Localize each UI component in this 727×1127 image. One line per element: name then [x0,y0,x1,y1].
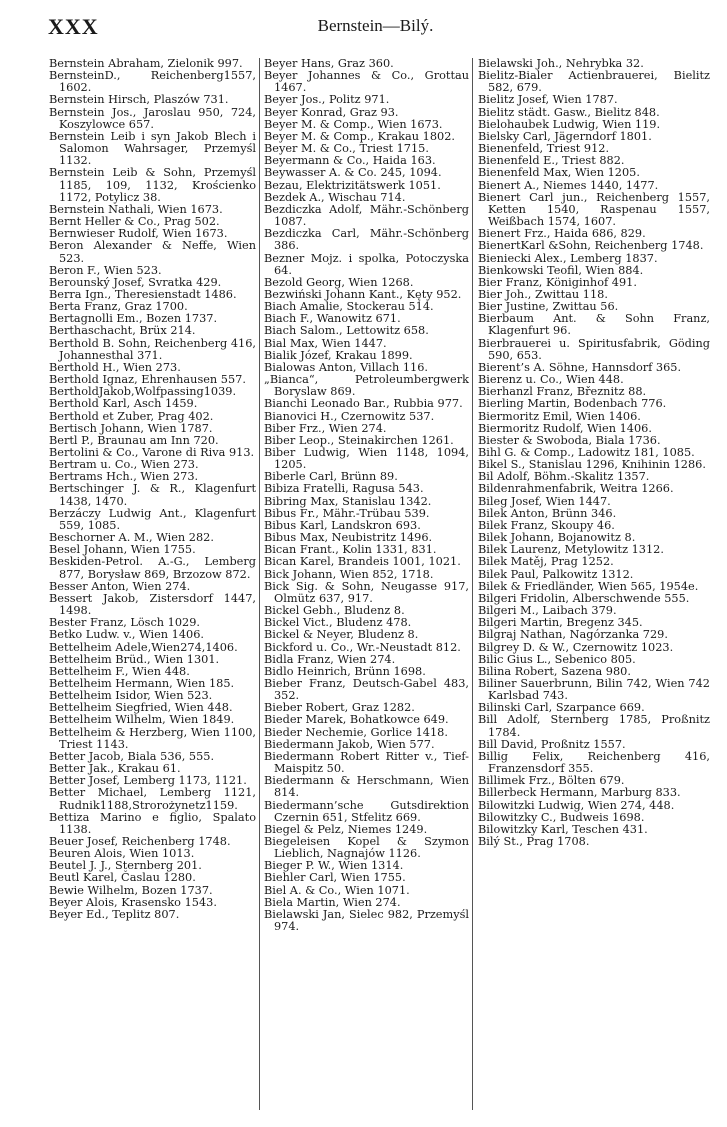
directory-entry: Bick Sig. & Sohn, Neugasse 917, Olmütz 637, 917. [264,579,469,605]
directory-entry: Bibus Max, Neubistritz 1496. [264,531,433,545]
column-divider [472,58,473,1110]
directory-entry: Bertisch Johann, Wien 1787. [49,421,213,435]
directory-entry: Bienenfeld Max, Wien 1205. [478,166,640,180]
directory-entry: Bidlo Heinrich, Brünn 1698. [264,664,426,678]
directory-entry: Bielohaubek Ludwig, Wien 119. [478,117,661,131]
directory-entry: Bielsky Carl, Jägerndorf 1801. [478,129,652,143]
directory-entry: Biliner Sauerbrunn, Bilin 742, Wien 742 Karlsbad 743. [478,676,710,703]
directory-entry: Bienert Carl jun., Reichenberg 1557, Ketten 1540, Raspenau 1557, Weißbach 1574, 1607. [478,190,710,229]
directory-entry: Biach Salom., Lettowitz 658. [264,324,429,338]
directory-entry: Bertagnolli Em., Bozen 1737. [49,312,218,326]
directory-entry: Better Jacob, Biala 536, 555. [49,749,215,763]
directory-entry: Billerbeck Hermann, Marburg 833. [478,786,681,800]
directory-entry: Biberle Carl, Brünn 89. [264,470,398,484]
directory-entry: Bilinski Carl, Szarpance 669. [478,701,645,715]
directory-entry: Bienkowski Teofil, Wien 884. [478,263,644,277]
directory-entry: Bieber Franz, Deutsch-Gabel 483, 352. [264,676,469,703]
directory-entry: Bieniecki Alex., Lemberg 1837. [478,251,658,265]
directory-entry: Bettelheim Isidor, Wien 523. [49,689,213,703]
directory-entry: Bieder Nechemie, Gorlice 1418. [264,725,448,739]
directory-entry: Bettiza Marino e figlio, Spalato 1138. [49,810,256,836]
directory-entry: Bilowitzki Ludwig, Wien 274, 448. [478,798,675,812]
directory-entry: Bezdiczka Carl, Mähr.-Schönberg 386. [264,227,469,253]
directory-entry: Bezold Georg, Wien 1268. [264,275,414,289]
directory-entry: Biedermann’sche Gutsdirektion Czernin 651, Stfelitz 669. [264,798,469,824]
directory-entry: Bierbrauerei u. Spiritusfabrik, Göding 590, 653. [478,336,710,362]
directory-entry: Bienert Frz., Haida 686, 829. [478,227,646,241]
directory-entry: Bialik Józef, Krakau 1899. [264,348,413,362]
directory-entry: Biermoritz Emil, Wien 1406. [478,409,641,423]
directory-entry: Bier Joh., Zwittau 118. [478,287,608,301]
directory-entry: Biber Ludwig, Wien 1148, 1094, 1205. [264,446,469,472]
directory-entry: Bezwiński Johann Kant., Kęty 952. [264,287,462,301]
directory-entry: Bikel S., Stanislau 1296, Knihinin 1286. [478,458,706,472]
directory-entry: Better Josef, Lemberg 1173, 1121. [49,774,247,788]
directory-entry: Beuer Josef, Reichenberg 1748. [49,835,231,848]
directory-entry: Berthold et Zuber, Prag 402. [49,409,214,423]
directory-entry: Beyer Hans, Graz 360. [264,57,394,70]
directory-entry: Bertl P., Braunau am Inn 720. [49,433,219,447]
directory-entry: Bertrams Hch., Wien 273. [49,470,199,484]
directory-entry: Beskiden-Petrol. A.-G., Lemberg 877, Borysław 869, Brzozow 872. [49,555,256,581]
directory-entry: Bessert Jakob, Zistersdorf 1447, 1498. [49,591,256,618]
directory-entry: Biela Martin, Wien 274. [264,895,401,909]
column-divider [259,58,260,1110]
directory-entry: Bibus Karl, Landskron 693. [264,518,421,532]
directory-column-1 [49,58,256,921]
directory-entry: Beyer Alois, Krasensko 1543. [49,895,217,909]
directory-entry: Bilek & Friedländer, Wien 565, 1954e. [478,579,699,593]
directory-entry: Biber Leop., Steinakirchen 1261. [264,433,454,447]
directory-entry: BienertKarl &Sohn, Reichenberg 1748. [478,239,704,253]
directory-entry: Bettelheim Wilhelm, Wien 1849. [49,713,235,727]
directory-entry: Bick Johann, Wien 852, 1718. [264,567,434,581]
directory-entry: Better Jak., Krakau 61. [49,762,181,776]
directory-entry: Bilek Laurenz, Metylowitz 1312. [478,543,664,557]
directory-entry: Biber Frz., Wien 274. [264,421,387,435]
directory-entry: Bilina Robert, Sazena 980. [478,664,631,678]
directory-entry: Beyer Ed., Teplitz 807. [49,907,180,921]
directory-entry: Biach F., Wanowitz 671. [264,312,401,326]
directory-entry: Billig Felix, Reichenberg 416, Franzensdorf 355. [478,749,710,776]
directory-entry: Bernstein Jos., Jaroslau 950, 724, Koszylowce 657. [49,105,256,131]
directory-entry: Bilgeri Martin, Bregenz 345. [478,616,643,630]
directory-entry: Bezau, Elektrizitätswerk 1051. [264,178,441,192]
directory-entry: Bettelheim Brüd., Wien 1301. [49,652,220,666]
page-number: XXX [48,14,99,39]
directory-entry: Bidla Franz, Wien 274. [264,652,396,666]
directory-entry: Bickel Vict., Bludenz 478. [264,616,412,630]
directory-entry: Berra Ign., Theresienstadt 1486. [49,287,237,301]
directory-entry: BertholdJakob,Wolfpassing1039. [49,385,237,399]
directory-entry: Bettelheim F., Wien 448. [49,664,190,678]
directory-entry: Beron Alexander & Neffe, Wien 523. [49,239,256,265]
directory-entry: Bilowitzky C., Budweis 1698. [478,810,645,824]
directory-entry: Bernstein Leib & Sohn, Przemyśl 1185, 109, 1132, Krościenko 1172, Potylicz 38. [49,166,256,204]
directory-entry: Bettelheim Adele,Wien274,1406. [49,640,238,654]
directory-entry: Biegel & Pelz, Niemes 1249. [264,822,428,836]
directory-entry: Bill David, Proßnitz 1557. [478,737,626,751]
directory-entry: Bielitz-Bialer Actienbrauerei, Bielitz 582, 679. [478,69,710,95]
directory-entry: Bier Franz, Königinhof 491. [478,275,637,289]
directory-entry: Biehler Carl, Wien 1755. [264,871,406,885]
directory-entry: Bileg Josef, Wien 1447. [478,494,611,508]
directory-entry: Berounský Josef, Svratka 429. [49,275,222,289]
directory-entry: Bielitz städt. Gasw., Bielitz 848. [478,105,660,119]
directory-entry: Bielitz Josef, Wien 1787. [478,93,618,107]
directory-entry: Bertolini & Co., Varone di Riva 913. [49,446,255,459]
directory-entry: Bilgraj Nathan, Nagórzanka 729. [478,628,668,642]
directory-entry: Beyer Jos., Politz 971. [264,93,390,107]
directory-entry: Bernt Heller & Co., Prag 502. [49,215,220,229]
directory-entry: Bierling Martin, Bodenbach 776. [478,397,667,411]
directory-column-3 [478,58,710,848]
directory-entry: Bielawski Joh., Nehrybka 32. [478,57,644,70]
directory-entry: Beyer M. & Comp., Wien 1673. [264,117,443,131]
directory-entry: Bienenfeld, Triest 912. [478,142,610,156]
directory-entry: Bettelheim Hermann, Wien 185. [49,676,235,690]
directory-entry: Bican Frant., Kolin 1331, 831. [264,543,437,557]
directory-entry: Bilek Matěj, Prag 1252. [478,555,614,569]
directory-entry: Biegeleisen Kopel & Szymon Lieblich, Nagnajów 1126. [264,835,469,861]
directory-entry: Bielawski Jan, Sielec 982, Przemyśl 974. [264,907,469,934]
directory-entry: Bierenz u. Co., Wien 448. [478,373,624,387]
directory-entry: Bezdiczka Adolf, Mähr.-Schönberg 1087. [264,202,469,229]
directory-entry: Bianchi Leonado Bar., Rubbia 977. [264,397,463,411]
directory-entry: Berthold Karl, Asch 1459. [49,397,198,411]
directory-entry: Bickel & Neyer, Bludenz 8. [264,628,419,642]
directory-entry: „Bianca“, Petroleumbergwerk Boryslaw 869. [264,373,469,399]
directory-entry: Bernstein Leib i syn Jakob Blech i Salomon Wahrsager, Przemyśl 1132. [49,129,256,168]
directory-entry: Bialowas Anton, Villach 116. [264,360,428,374]
directory-entry: Besser Anton, Wien 274. [49,579,191,593]
directory-entry: Berthold B. Sohn, Reichenberg 416, Johannesthal 371. [49,336,256,362]
directory-entry: Bewie Wilhelm, Bozen 1737. [49,883,213,897]
directory-entry: Bettelheim & Herzberg, Wien 1100, Triest 1143. [49,725,256,751]
directory-entry: Bertschinger J. & R., Klagenfurt 1438, 1470. [49,482,256,508]
directory-entry: Bill Adolf, Sternberg 1785, Proßnitz 1784. [478,713,710,739]
directory-entry: Berthold Ignaz, Ehrenhausen 557. [49,373,246,387]
directory-entry: Bilek Johann, Bojanowitz 8. [478,531,636,545]
directory-entry: Beyer Konrad, Graz 93. [264,105,399,119]
directory-entry: Bier Justine, Zwittau 56. [478,300,619,314]
directory-entry: Bieder Marek, Bohatkowce 649. [264,713,449,727]
directory-entry: Bieger P. W., Wien 1314. [264,859,404,873]
directory-entry: Beuren Alois, Wien 1013. [49,847,195,861]
directory-entry: Biedermann Jakob, Wien 577. [264,737,435,751]
directory-entry: Biedermann & Herschmann, Wien 814. [264,774,469,800]
running-title: Bernstein—Bilý. [317,16,434,35]
directory-entry: Berthaschacht, Brüx 214. [49,324,196,338]
directory-entry: Beyer Johannes & Co., Grottau 1467. [264,69,469,95]
directory-entry: Bibus Fr., Mähr.-Trübau 539. [264,506,430,520]
directory-entry: Bihl G. & Comp., Ladowitz 181, 1085. [478,446,695,459]
directory-entry: Bieber Robert, Graz 1282. [264,701,415,715]
directory-entry: Besel Johann, Wien 1755. [49,543,196,557]
directory-entry: Bilek Paul, Palkowitz 1312. [478,567,634,581]
page-header [48,14,703,44]
directory-entry: Better Michael, Lemberg 1121, Rudnik1188,Strorożynetz1159. [49,786,256,812]
directory-entry: Bierbaum Ant. & Sohn Franz, Klagenfurt 96. [478,312,710,338]
directory-entry: BernsteinD., Reichenberg1557, 1602. [49,69,256,95]
directory-entry: Bial Max, Wien 1447. [264,336,387,350]
directory-entry: Bernstein Abraham, Zielonik 997. [49,57,243,70]
directory-entry: Bil Adolf, Böhm.-Skalitz 1357. [478,470,650,484]
directory-entry: Bilic Gius L., Sebenico 805. [478,652,636,666]
directory-entry: Bibiza Fratelli, Ragusa 543. [264,482,424,496]
directory-entry: Bican Karel, Brandeis 1001, 1021. [264,555,461,569]
directory-entry: Bilowitzky Karl, Teschen 431. [478,822,648,836]
directory-column-2 [264,58,469,933]
directory-entry: Beutel J. J., Sternberg 201. [49,859,202,873]
directory-entry: Biermoritz Rudolf, Wien 1406. [478,421,652,435]
directory-entry: Bierent’s A. Söhne, Hannsdorf 365. [478,360,682,374]
directory-entry: Bilgeri M., Laibach 379. [478,604,617,618]
directory-entry: Beutl Karel, Časlau 1280. [49,871,196,885]
directory-entry: Bierhanzl Franz, Březnitz 88. [478,385,647,399]
directory-entry: Biach Amalie, Stockerau 514. [264,300,434,314]
directory-entry: Bernstein Nathali, Wien 1673. [49,202,223,216]
directory-entry: Bildenrahmenfabrik, Weitra 1266. [478,482,674,496]
directory-entry: Bilek Franz, Skoupy 46. [478,518,615,532]
directory-entry: Beywasser A. & Co. 245, 1094. [264,166,442,180]
directory-entry: Betko Ludw. v., Wien 1406. [49,628,205,642]
directory-entry: Bertram u. Co., Wien 273. [49,458,199,472]
directory-entry: Biedermann Robert Ritter v., Tief-Maispitz 50. [264,749,469,776]
directory-entry: Beyer M. & Comp., Krakau 1802. [264,129,455,143]
directory-entry: Bilek Anton, Brünn 346. [478,506,617,520]
directory-entry: Biester & Swoboda, Biala 1736. [478,433,661,447]
directory-entry: Bezdek A., Wischau 714. [264,190,406,204]
directory-entry: Bernwieser Rudolf, Wien 1673. [49,227,228,241]
directory-entry: Bernstein Hirsch, Plaszów 731. [49,93,229,107]
directory-entry: Bettelheim Siegfried, Wien 448. [49,701,233,715]
directory-entry: Billimek Frz., Bölten 679. [478,774,625,788]
directory-entry: Berthold H., Wien 273. [49,360,181,374]
directory-entry: Biel A. & Co., Wien 1071. [264,883,410,897]
directory-entry: Berta Franz, Graz 1700. [49,300,188,314]
directory-entry: Bibring Max, Stanislau 1342. [264,494,432,508]
directory-entry: Bilgeri Fridolin, Alberschwende 555. [478,591,690,605]
directory-entry: Beyermann & Co., Haida 163. [264,154,436,168]
directory-entry: Beyer M. & Co., Triest 1715. [264,142,429,156]
directory-entry: Bianovici H., Czernowitz 537. [264,409,435,423]
directory-entry: Bienert A., Niemes 1440, 1477. [478,178,659,192]
directory-entry: Bezner Mojz. i spolka, Potoczyska 64. [264,251,469,277]
directory-entry: Bickford u. Co., Wr.-Neustadt 812. [264,640,461,654]
directory-entry: Berzáczy Ludwig Ant., Klagenfurt 559, 1085. [49,506,256,532]
directory-entry: Bester Franz, Lösch 1029. [49,616,201,630]
directory-entry: Beron F., Wien 523. [49,263,162,277]
directory-entry: Bilý St., Prag 1708. [478,835,590,848]
directory-entry: Bienenfeld E., Triest 882. [478,154,625,168]
directory-entry: Bickel Gebh., Bludenz 8. [264,604,405,618]
directory-entry: Beschorner A. M., Wien 282. [49,531,214,545]
directory-entry: Bilgrey D. & W., Czernowitz 1023. [478,640,674,654]
